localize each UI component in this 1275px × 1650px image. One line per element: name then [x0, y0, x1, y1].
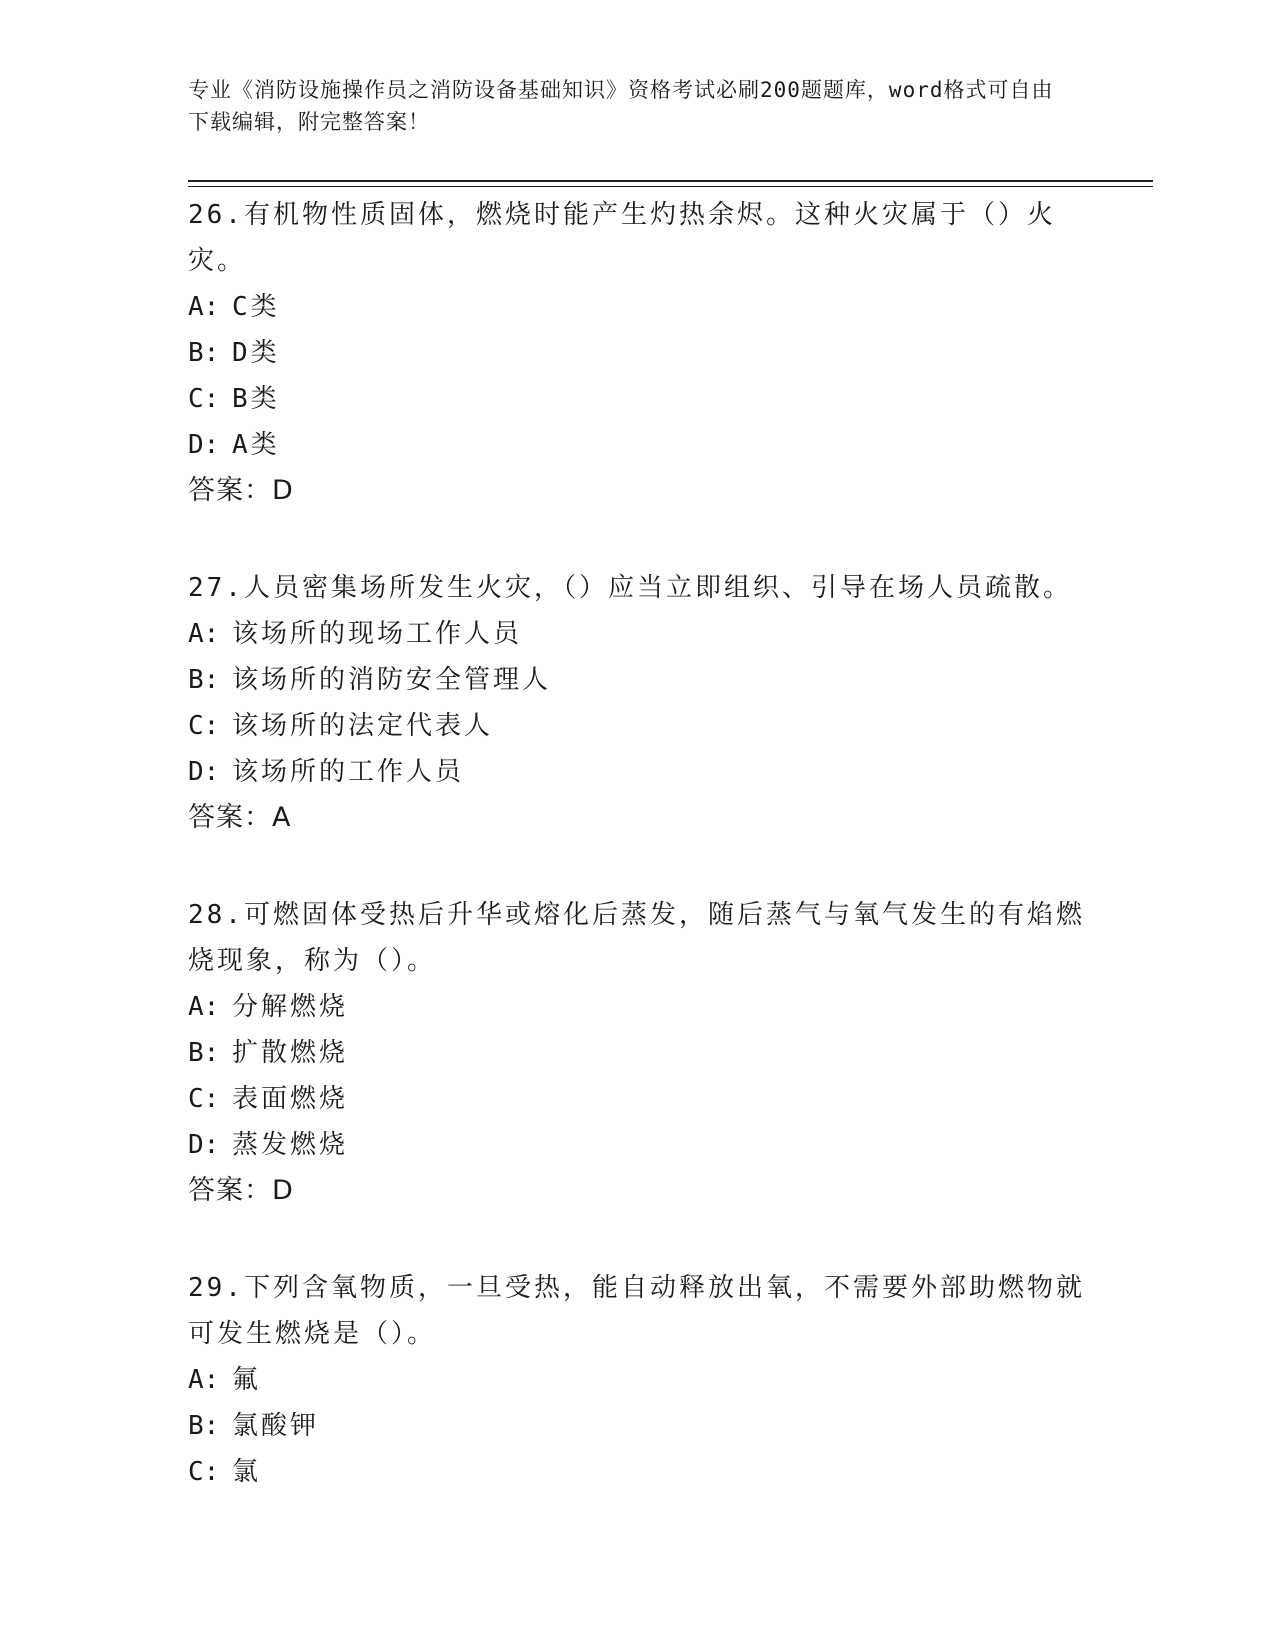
option-d — [188, 749, 1088, 795]
question-list — [188, 192, 1088, 1546]
option-a — [188, 611, 1088, 657]
document-header: 专业《消防设施操作员之消防设备基础知识》资格考试必刷200题题库，word格式可自由下载编辑，附完整答案！ — [188, 78, 1054, 134]
option-letter: C: — [188, 384, 220, 414]
question-stem: 27.人员密集场所发生火灾，（）应当立即组织、引导在场人员疏散。 — [188, 573, 1072, 603]
answer-line: 答案：D — [188, 1175, 294, 1206]
option-d — [188, 1122, 1088, 1168]
option-c — [188, 376, 1088, 422]
option-letter: A: — [188, 992, 220, 1022]
answer-line: 答案：D — [188, 475, 294, 506]
option-text: 该场所的现场工作人员 — [232, 619, 523, 649]
option-text: 该场所的法定代表人 — [232, 711, 494, 741]
option-letter: D: — [188, 430, 220, 460]
option-letter: C: — [188, 1084, 220, 1114]
option-letter: C: — [188, 711, 220, 741]
option-letter: D: — [188, 757, 220, 787]
question-28 — [188, 892, 1088, 1214]
option-b — [188, 657, 1088, 703]
option-text: 分解燃烧 — [232, 992, 349, 1022]
option-text: 氟 — [232, 1365, 262, 1395]
option-a — [188, 984, 1088, 1030]
question-29 — [188, 1265, 1088, 1495]
option-text: D类 — [232, 338, 280, 368]
option-letter: A: — [188, 619, 220, 649]
question-26 — [188, 192, 1088, 514]
option-b — [188, 1403, 1088, 1449]
option-text: B类 — [232, 384, 280, 414]
option-text: 氯酸钾 — [232, 1411, 320, 1441]
option-text: A类 — [232, 430, 280, 460]
option-text: 该场所的工作人员 — [232, 757, 465, 787]
option-letter: B: — [188, 338, 220, 368]
question-stem: 26.有机物性质固体，燃烧时能产生灼热余烬。这种火灾属于（）火灾。 — [188, 200, 1056, 276]
option-letter: A: — [188, 1365, 220, 1395]
header-rule-thick — [188, 180, 1153, 182]
option-d — [188, 422, 1088, 468]
option-c — [188, 1449, 1088, 1495]
option-b — [188, 330, 1088, 376]
option-letter: B: — [188, 1038, 220, 1068]
option-text: C类 — [232, 292, 280, 322]
option-a — [188, 284, 1088, 330]
option-letter: C: — [188, 1457, 220, 1487]
option-text: 氯 — [232, 1457, 262, 1487]
option-a — [188, 1357, 1088, 1403]
option-letter: B: — [188, 665, 220, 695]
answer-line: 答案：A — [188, 802, 292, 833]
option-c — [188, 1076, 1088, 1122]
option-b — [188, 1030, 1088, 1076]
option-text: 该场所的消防安全管理人 — [232, 665, 552, 695]
option-text: 蒸发燃烧 — [232, 1130, 349, 1160]
option-text: 表面燃烧 — [232, 1084, 349, 1114]
option-c — [188, 703, 1088, 749]
question-stem: 28.可燃固体受热后升华或熔化后蒸发，随后蒸气与氧气发生的有焰燃烧现象，称为（）。 — [188, 900, 1085, 976]
header-rule-thin — [188, 186, 1153, 187]
question-stem: 29.下列含氧物质，一旦受热，能自动释放出氧，不需要外部助燃物就可发生燃烧是（）。 — [188, 1273, 1085, 1349]
option-text: 扩散燃烧 — [232, 1038, 349, 1068]
option-letter: B: — [188, 1411, 220, 1441]
option-letter: A: — [188, 292, 220, 322]
option-letter: D: — [188, 1130, 220, 1160]
question-27 — [188, 565, 1088, 841]
